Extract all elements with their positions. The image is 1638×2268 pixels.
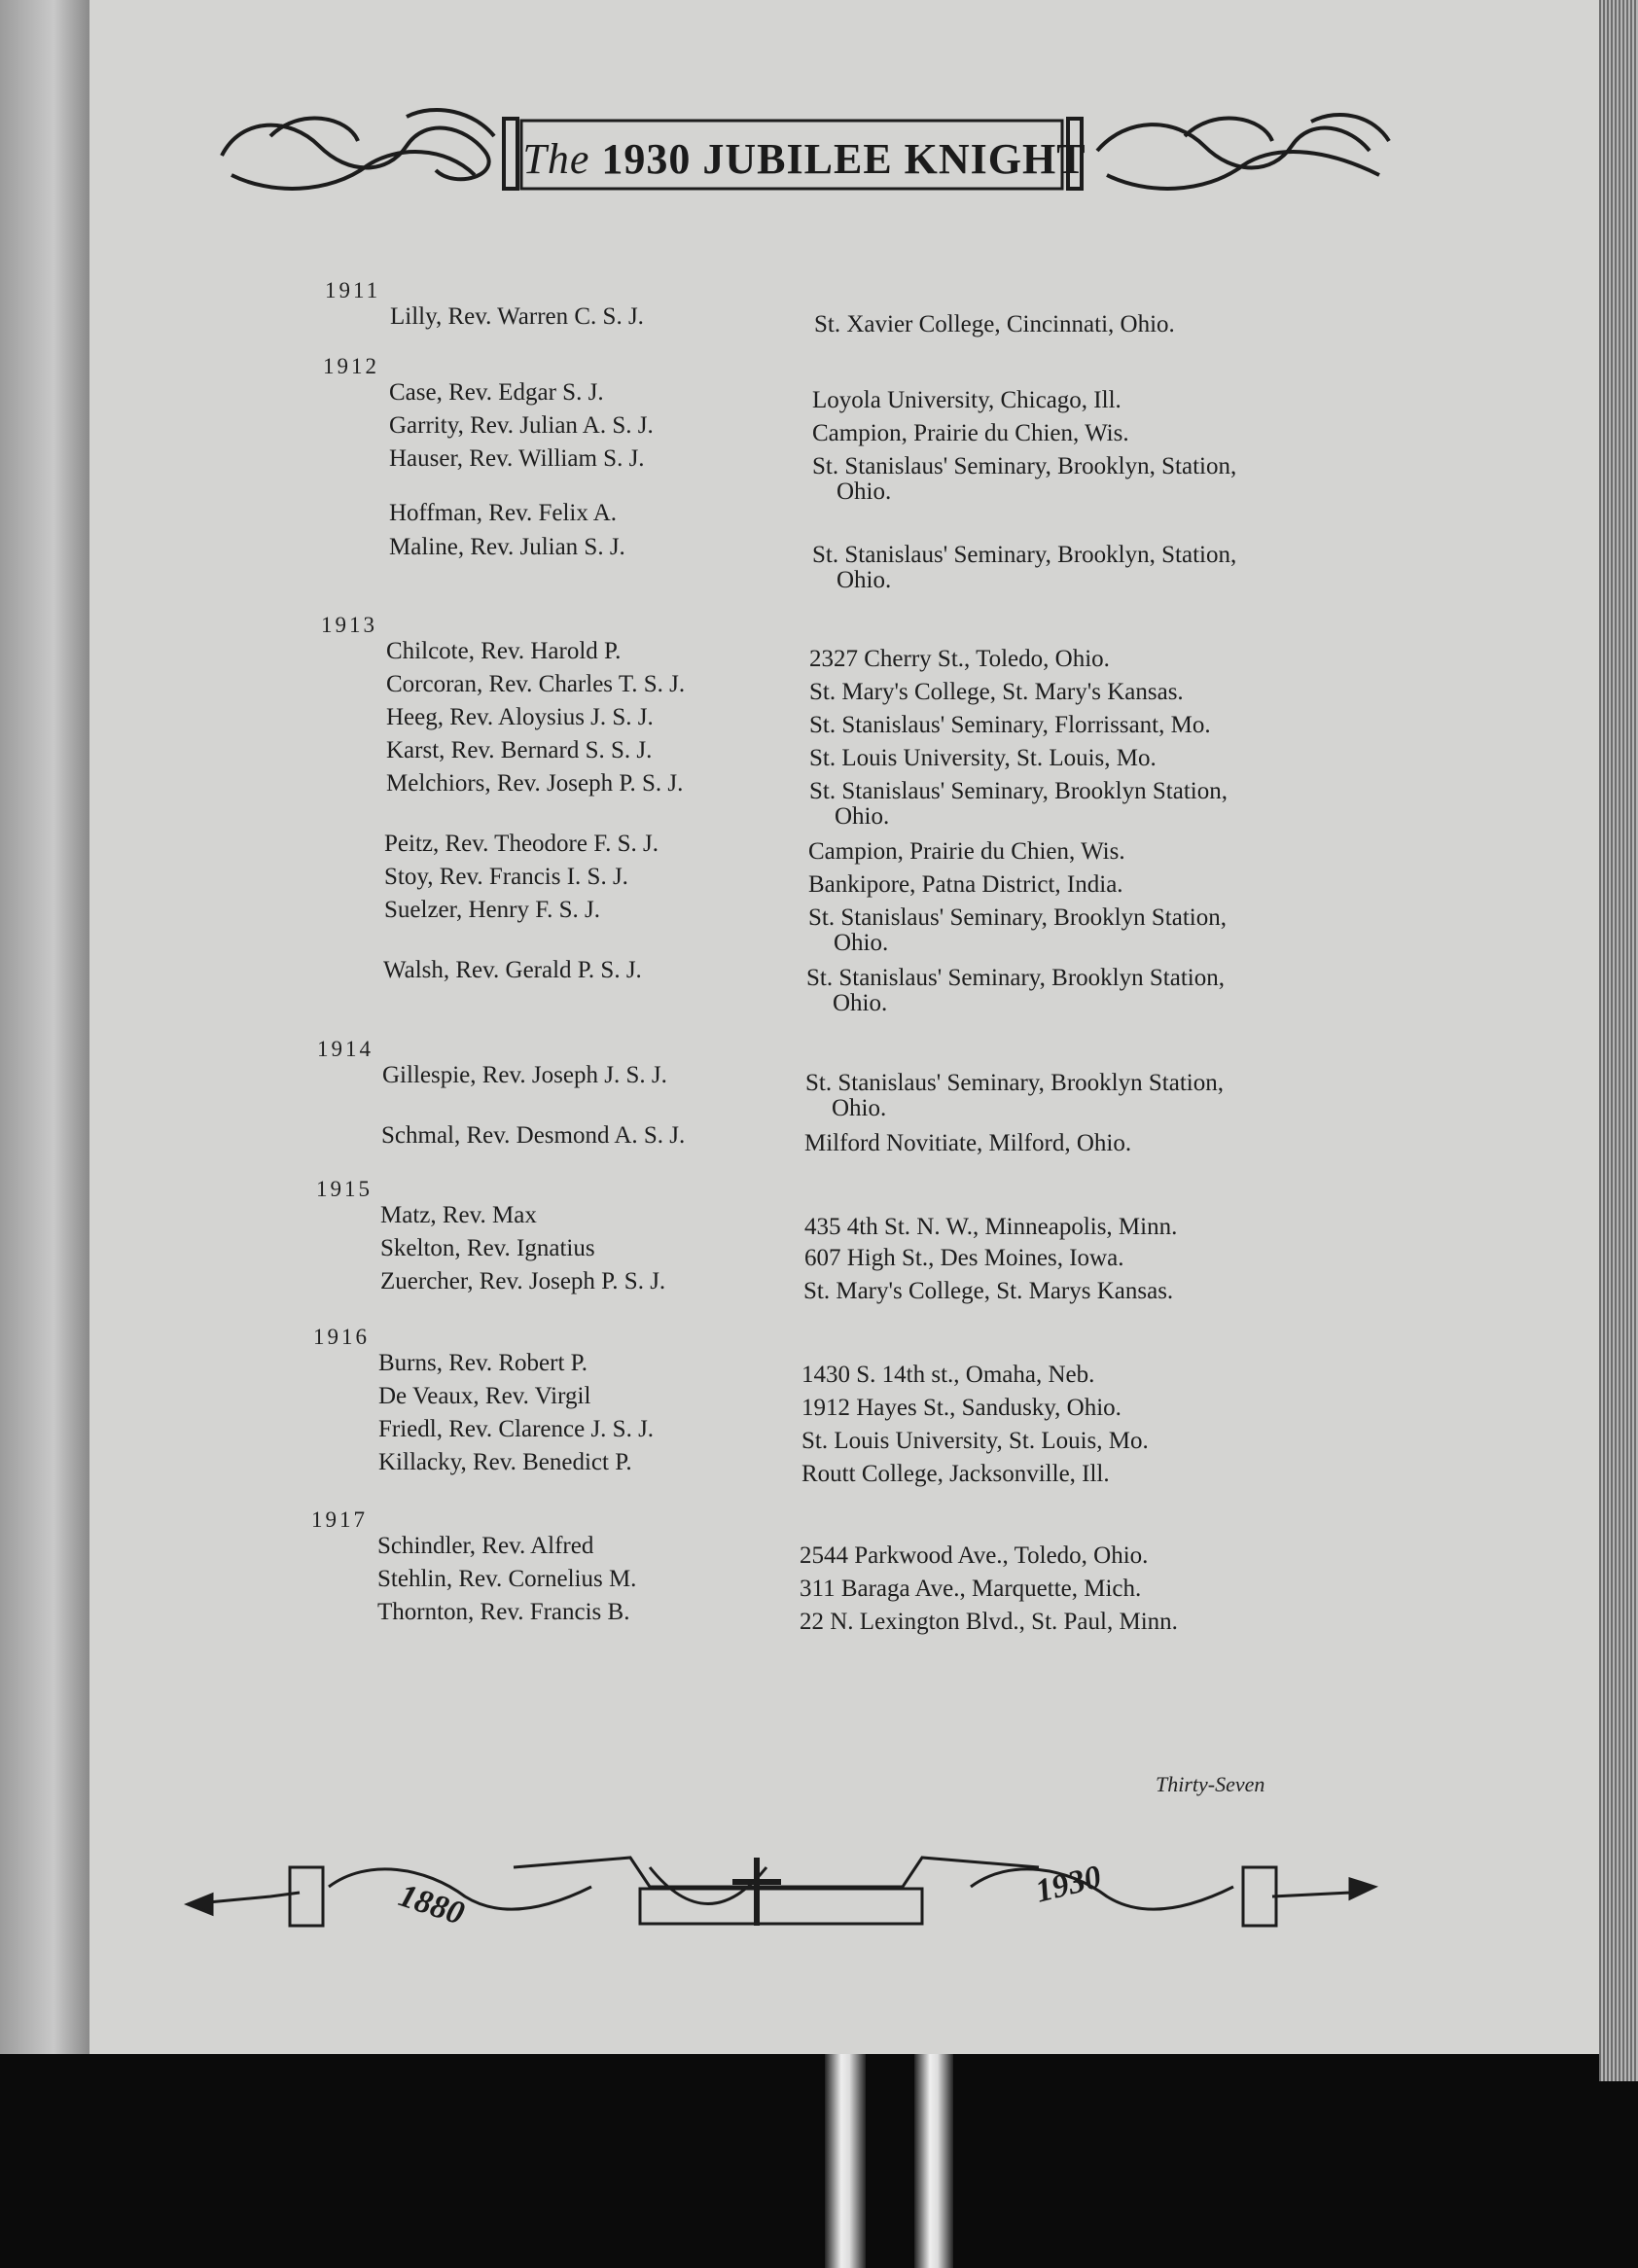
alumnus-address: St. Stanislaus' Seminary, Brooklyn, Station, <box>812 542 1237 568</box>
binding-clip <box>825 2054 866 2268</box>
page-number: Thirty-Seven <box>1156 1772 1265 1796</box>
alumnus-address: 22 N. Lexington Blvd., St. Paul, Minn. <box>800 1609 1178 1635</box>
alumnus-address: 311 Baraga Ave., Marquette, Mich. <box>800 1576 1142 1602</box>
alumnus-name: Case, Rev. Edgar S. J. <box>389 379 604 406</box>
alumnus-name: Heeg, Rev. Aloysius J. S. J. <box>386 704 654 730</box>
alumnus-address: 2544 Parkwood Ave., Toledo, Ohio. <box>800 1542 1149 1569</box>
alumnus-name: Skelton, Rev. Ignatius <box>380 1235 595 1261</box>
alumnus-address: 435 4th St. N. W., Minneapolis, Minn. <box>804 1214 1178 1240</box>
year-heading: 1911 <box>325 278 381 302</box>
year-heading: 1915 <box>316 1177 373 1201</box>
alumnus-address: St. Stanislaus' Seminary, Brooklyn Station, <box>809 778 1228 804</box>
binding-clip <box>914 2054 953 2268</box>
alumnus-address: St. Stanislaus' Seminary, Brooklyn, Station, <box>812 453 1237 479</box>
alumnus-address: St. Stanislaus' Seminary, Brooklyn Station, <box>805 1070 1224 1096</box>
alumnus-name: Killacky, Rev. Benedict P. <box>378 1449 632 1475</box>
footer-year-left: 1880 <box>394 1877 469 1932</box>
alumnus-address: Campion, Prairie du Chien, Wis. <box>812 420 1129 446</box>
alumnus-address: 1430 S. 14th st., Omaha, Neb. <box>801 1362 1095 1388</box>
alumnus-name: Karst, Rev. Bernard S. S. J. <box>386 737 653 763</box>
alumnus-address-line2: Ohio. <box>833 990 888 1016</box>
alumnus-name: Stoy, Rev. Francis I. S. J. <box>384 864 628 890</box>
alumnus-address: Loyola University, Chicago, Ill. <box>812 387 1122 413</box>
year-heading: 1914 <box>317 1037 374 1061</box>
alumnus-name: Burns, Rev. Robert P. <box>378 1350 588 1376</box>
alumnus-address: Routt College, Jacksonville, Ill. <box>801 1461 1110 1487</box>
alumnus-name: Corcoran, Rev. Charles T. S. J. <box>386 671 686 697</box>
year-heading: 1916 <box>313 1325 370 1349</box>
alumnus-address: 607 High St., Des Moines, Iowa. <box>804 1245 1124 1271</box>
alumnus-address: 2327 Cherry St., Toledo, Ohio. <box>809 646 1110 672</box>
alumnus-address-line2: Ohio. <box>835 803 890 830</box>
footer-year-right: 1930 <box>1031 1859 1105 1910</box>
alumnus-address: St. Stanislaus' Seminary, Brooklyn Station, <box>808 904 1227 931</box>
alumnus-name: Matz, Rev. Max <box>380 1202 537 1228</box>
alumnus-name: Chilcote, Rev. Harold P. <box>386 638 622 664</box>
alumnus-name: Hauser, Rev. William S. J. <box>389 445 645 472</box>
alumnus-name: De Veaux, Rev. Virgil <box>378 1383 591 1409</box>
alumnus-address: St. Stanislaus' Seminary, Florrissant, Mo. <box>809 712 1211 738</box>
alumnus-address-line2: Ohio. <box>837 567 892 593</box>
year-heading: 1913 <box>321 613 377 637</box>
alumnus-name: Garrity, Rev. Julian A. S. J. <box>389 412 654 439</box>
alumnus-name: Peitz, Rev. Theodore F. S. J. <box>384 831 659 857</box>
alumnus-name: Melchiors, Rev. Joseph P. S. J. <box>386 770 684 797</box>
year-heading: 1917 <box>311 1507 368 1532</box>
year-heading: 1912 <box>323 354 379 378</box>
alumnus-address: Milford Novitiate, Milford, Ohio. <box>804 1130 1132 1156</box>
alumnus-address-line2: Ohio. <box>832 1095 887 1121</box>
title-main: 1930 JUBILEE KNIGHT <box>601 134 1086 183</box>
alumnus-name: Maline, Rev. Julian S. J. <box>389 534 625 560</box>
alumnus-name: Schmal, Rev. Desmond A. S. J. <box>381 1122 686 1149</box>
alumnus-name: Zuercher, Rev. Joseph P. S. J. <box>380 1268 666 1294</box>
alumnus-name: Walsh, Rev. Gerald P. S. J. <box>383 957 642 983</box>
footer-ornament <box>183 1828 1379 1941</box>
alumnus-name: Lilly, Rev. Warren C. S. J. <box>390 303 644 330</box>
alumnus-address-line2: Ohio. <box>837 478 892 505</box>
alumnus-address: Bankipore, Patna District, India. <box>808 871 1123 898</box>
title-prefix: The <box>522 134 590 183</box>
alumnus-address-line2: Ohio. <box>834 930 889 956</box>
alumnus-address: St. Louis University, St. Louis, Mo. <box>801 1428 1149 1454</box>
alumnus-name: Gillespie, Rev. Joseph J. S. J. <box>382 1062 667 1088</box>
alumnus-name: Schindler, Rev. Alfred <box>377 1533 594 1559</box>
alumnus-name: Suelzer, Henry F. S. J. <box>384 897 600 923</box>
alumnus-address: 1912 Hayes St., Sandusky, Ohio. <box>801 1395 1122 1421</box>
alumnus-address: St. Louis University, St. Louis, Mo. <box>809 745 1157 771</box>
alumnus-address: Campion, Prairie du Chien, Wis. <box>808 838 1125 865</box>
alumnus-name: Hoffman, Rev. Felix A. <box>389 500 618 526</box>
alumnus-address: St. Xavier College, Cincinnati, Ohio. <box>814 311 1175 337</box>
alumnus-name: Thornton, Rev. Francis B. <box>377 1599 630 1625</box>
alumnus-address: St. Mary's College, St. Marys Kansas. <box>803 1278 1174 1304</box>
alumnus-address: St. Mary's College, St. Mary's Kansas. <box>809 679 1184 705</box>
alumnus-name: Stehlin, Rev. Cornelius M. <box>377 1566 637 1592</box>
alumnus-address: St. Stanislaus' Seminary, Brooklyn Station, <box>806 965 1225 991</box>
alumnus-name: Friedl, Rev. Clarence J. S. J. <box>378 1416 655 1442</box>
